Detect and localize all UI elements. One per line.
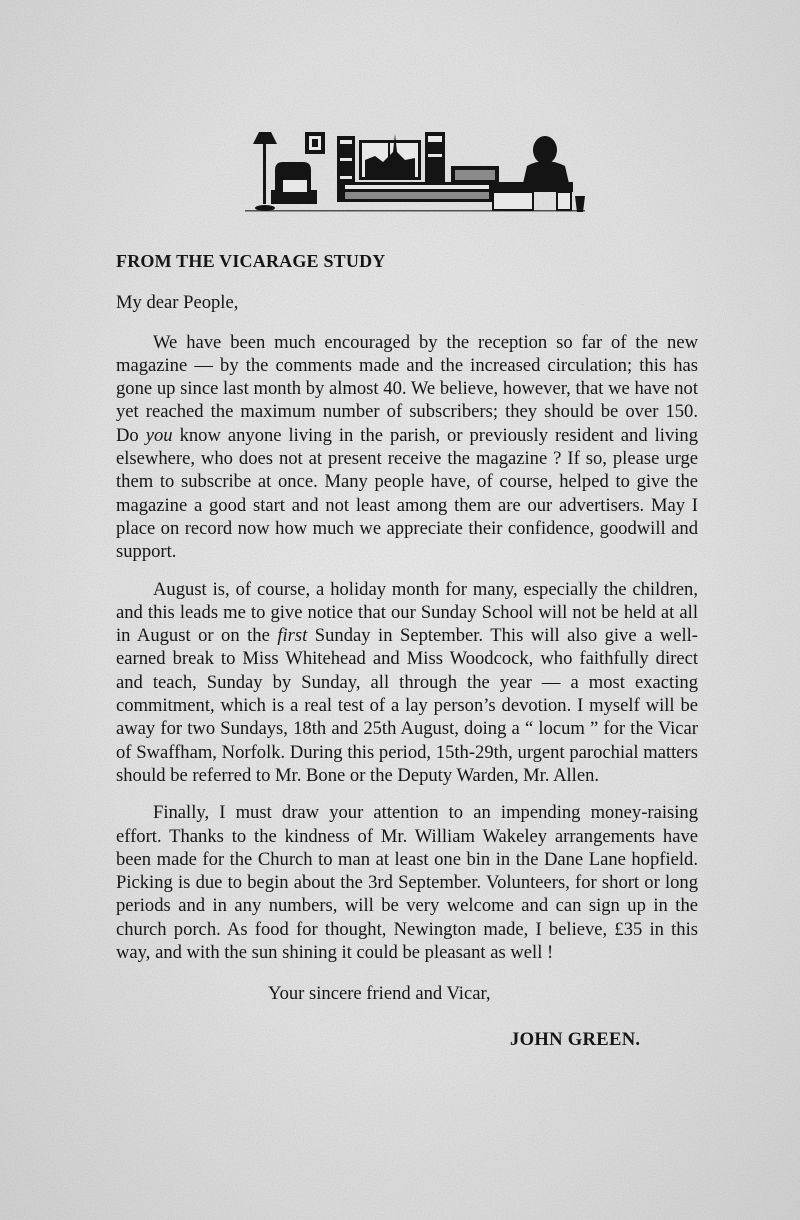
paragraph-text: Sunday in September. This will also give a well-earned break to Miss Whitehead and Miss Woodcock, who faithfully direct and teach, Sunday by Sunday, all through the year — a most exacting commitment, which is a real test of a lay person’s devotion. I myself will be away for two Sundays, 18th and 25th August, doing a “ locum ” for the Vicar of Swaffham, Norfolk. During this period, 15th-29th, urgent parochial matters should be referred to Mr. Bone or the Deputy Warden, Mr. Allen. xyxy=(116,625,699,786)
paragraph-text: Do xyxy=(116,424,139,446)
emphasis-first: first xyxy=(277,625,308,647)
paragraph-circulation xyxy=(116,331,698,564)
signature: JOHN GREEN. xyxy=(510,1028,641,1050)
desk-icon xyxy=(493,182,573,192)
closing-line: Your sincere friend and Vicar, xyxy=(268,983,491,1005)
paragraph-august-notice xyxy=(116,578,698,788)
paragraph-hop-picking: Finally, I must draw your attention to an impending money-raising effort. Thanks to the kindness of Mr. William Wakeley arrangements have been made for the Church to man at least one bin in the Dane Lane hopfield. Picking is due to begin about the 3rd September. Volunteers, for short or long periods and in any numbers, will be very welcome and can sign up in the church porch. As food for thought, Newington made, I believe, £35 in this way, and with the sun shining it could be pleasant as well ! xyxy=(116,802,698,964)
page-title: FROM THE VICARAGE STUDY xyxy=(116,251,386,271)
paragraph-text: know anyone living in the parish, or previously resident and living elsewhere, who does not at present receive the magazine ? If so, please urge them to subscribe at once. Many people have, of course, helped to give the magazine a good start and not least among them are our advertisers. May I place on record now how much we appreciate their confidence, goodwill and support. xyxy=(116,424,699,563)
letter-body xyxy=(116,250,698,1051)
person-icon xyxy=(533,136,557,164)
lamp-icon xyxy=(253,132,277,144)
paragraph-text: August is, of course, a holiday month for many, especially the children, and this leads me to give notice that our Sunday School will not be held at all in August or on the xyxy=(116,578,698,647)
emphasis-you: you xyxy=(145,424,173,446)
salutation: My dear People, xyxy=(116,292,239,314)
vicarage-study-illustration xyxy=(245,126,585,218)
paragraph-text: We have been much encouraged by the reception so far of the new magazine — by the comments made and the increased circulation; this has gone up since last month by almost 40. We believe, however, that we have not yet reached the maximum number of subscribers; they should be over 150. xyxy=(116,331,698,423)
